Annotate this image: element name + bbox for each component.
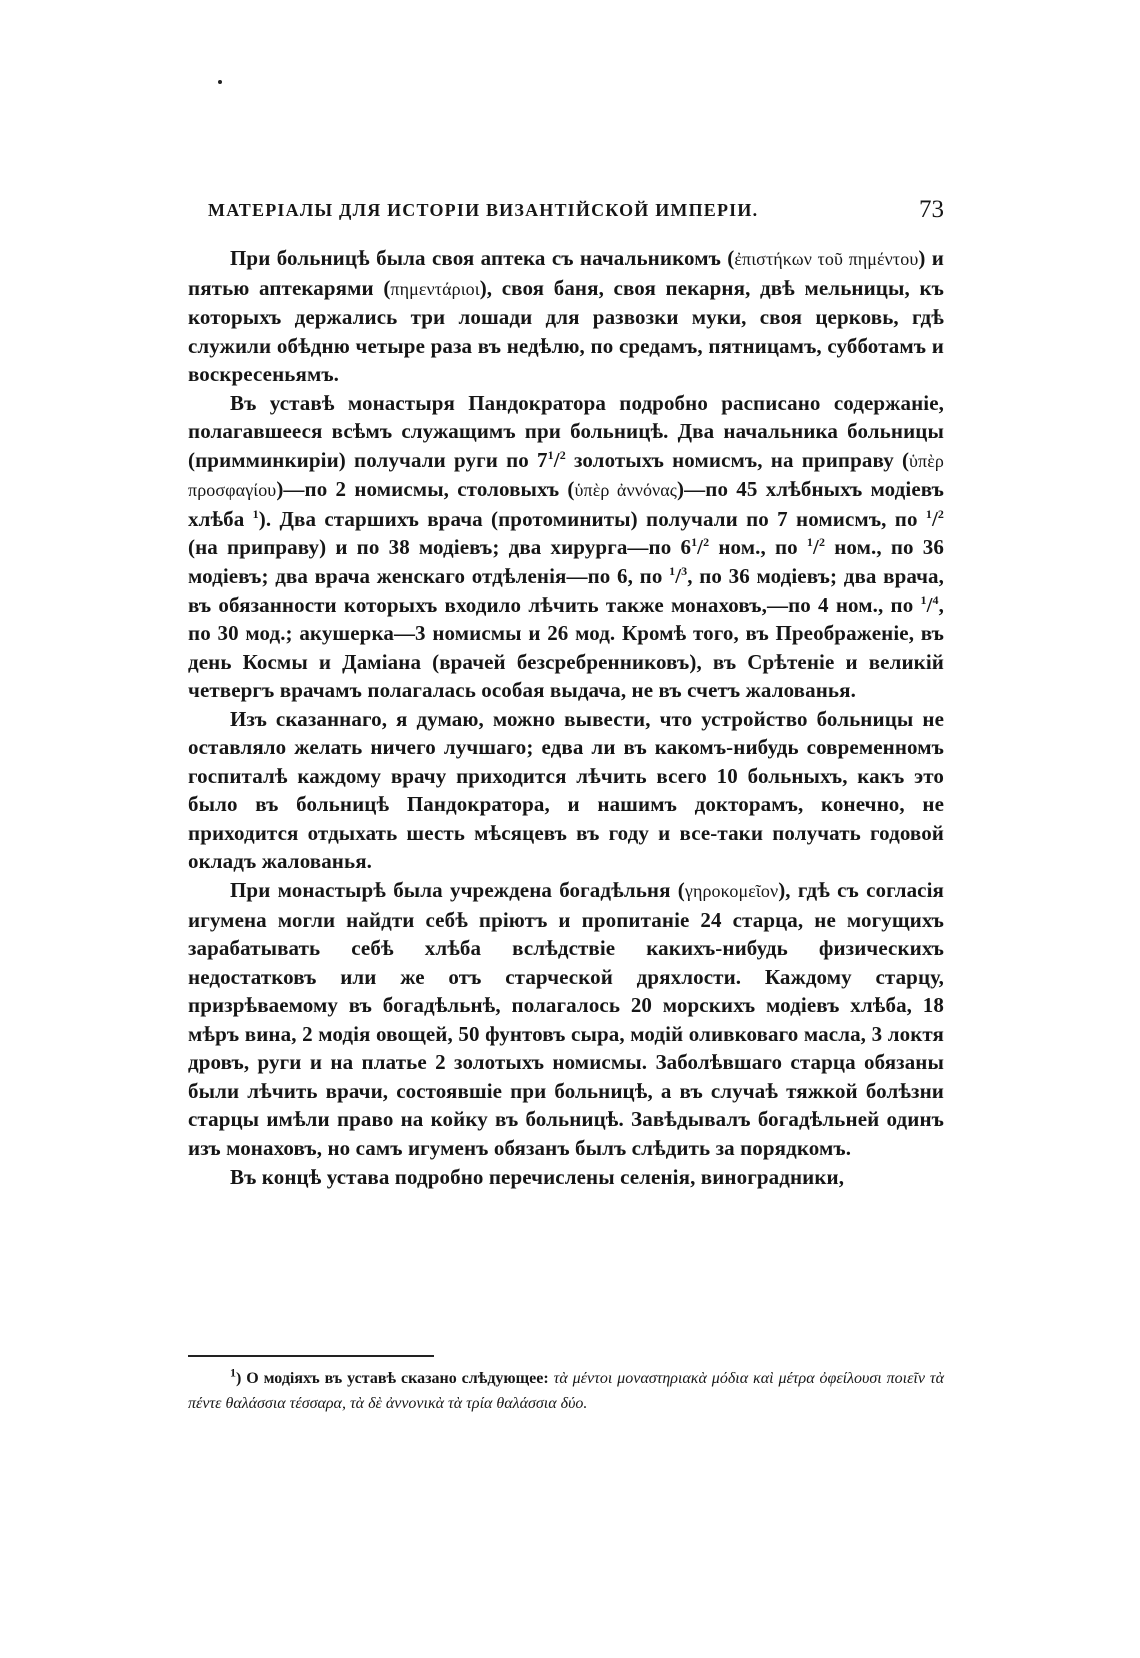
text-run: / [813,535,819,560]
text-run: При монастырѣ была учреждена богадѣльня ( [230,878,685,903]
greek-phrase: ὑπὲρ ἀννόνας [574,480,678,501]
superscript: 1 [691,535,698,550]
text-run: )—по 2 номисмы, столовыхъ ( [276,477,575,502]
text-run: / [553,447,560,472]
superscript: 2 [559,447,566,462]
body-text [188,244,944,1191]
text-run: Въ уставѣ монастыря Пандократора подробно расписано содержаніе, полагавшееся всѣмъ служащимъ при больницѣ. Два начальника больницы (примминкиріи) получали руги по 7 [188,390,944,472]
superscript: 1 [252,506,259,521]
greek-phrase: γηροκομεῖον [684,881,779,902]
superscript: 1 [547,447,554,462]
text-run: , по 36 модіевъ; два врача, въ обязанности которыхъ входило лѣчить также монаховъ,—по 4 ном., по [188,564,944,617]
ink-speck [218,80,222,84]
superscript: 4 [932,592,939,607]
superscript: 1 [230,1365,236,1380]
text-run: ). Два старшихъ врача (протоминиты) получали по 7 номисмъ, по [258,506,926,531]
text-run: (на приправу) и по 38 модіевъ; два хирурга—по 6 [188,535,692,560]
text-run: ), своя баня, своя пекарня, двѣ мельницы, къ которыхъ держались три лошади для развозки муки, своя церковь, гдѣ служили обѣдню четыре раза въ недѣлю, по средамъ, пятницамъ, субботамъ и воскресеньямъ. [188,275,944,387]
text-run: При больницѣ была своя аптека съ начальникомъ ( [230,246,735,270]
text-run: ном., по 36 модіевъ; два врача женскаго отдѣленія—по 6, по [188,535,944,589]
greek-phrase: πημεντάριοι [390,278,480,299]
text-run: / [675,564,682,589]
superscript: 3 [681,564,688,579]
paragraph [188,244,944,389]
text-run: ) О модіяхъ въ уставѣ сказано слѣдующее: [236,1370,554,1387]
text-run: ) и пятью аптекарями ( [188,246,944,300]
text-run: / [697,535,704,560]
superscript: 2 [818,535,826,550]
superscript: 1 [669,564,676,579]
paragraph [188,1163,944,1192]
footnote [188,1366,944,1416]
superscript: 2 [937,506,945,521]
text-run: , по 30 мод.; акушерка—3 номисмы и 26 мод. Кромѣ того, въ Преображеніе, въ день Космы и Даміана (врачей безсребренниковъ), въ Срѣтеніе и великій четвергъ врачамъ полагалась особая выдача, не въ счетъ жалованья. [188,592,944,703]
running-title: МАТЕРІАЛЫ ДЛЯ ИСТОРІИ ВИЗАНТІЙСКОЙ ИМПЕРІИ. [208,200,759,220]
superscript: 1 [925,506,932,521]
paragraph [188,876,944,1162]
greek-phrase: τὰ μέντοι μοναστηριακὰ μόδια καὶ μέτρα ὀφείλουσι ποιεῖν τὰ πέντε θαλάσσια τέσσαρα, τὰ δὲ ἀννονικὰ τὰ τρία θαλάσσια δύο. [188,1370,945,1412]
text-run: золотыхъ номисмъ, на приправу ( [565,447,910,472]
paragraph [188,705,944,876]
text-run: / [931,506,938,531]
greek-phrase: ἐπιστήκων τοῦ πημέντου [734,249,919,269]
text-run: ), гдѣ съ согласія игумена могли найдти себѣ пріютъ и пропитаніе 24 старца, не могущихъ зарабатывать себѣ хлѣба вслѣдствіе какихъ-нибудь физическихъ недостатковъ или же отъ старческой дряхлости. Каждому старцу, призрѣваемому въ богадѣльнѣ, полагалось 20 морскихъ модіевъ хлѣба, 18 мѣръ вина, 2 модія овощей, 50 фунтовъ сыра, модій оливковаго масла, 3 локтя дровъ, руги и на платье 2 золотыхъ номисмы. Заболѣвшаго старца обязаны были лѣчить врачи, состоявшіе при больницѣ, а въ случаѣ тяжкой болѣзни старцы имѣли право на койку въ больницѣ. Завѣдывалъ богадѣльней одинъ изъ монаховъ, но самъ игуменъ обязанъ былъ слѣдить за порядкомъ. [188,878,944,1160]
text-run: Въ концѣ устава подробно перечислены селенія, виноградники, [230,1164,845,1189]
text-run: )—по 45 хлѣбныхъ модіевъ хлѣба [188,477,945,531]
greek-phrase: ὑπὲρ προσφαγίου [188,450,944,501]
superscript: 1 [806,535,814,550]
running-header [188,196,944,232]
footnote-rule [188,1355,434,1357]
superscript: 2 [703,535,710,550]
page-number: 73 [919,196,944,223]
text-run: Изъ сказаннаго, я думаю, можно вывести, что устройство больницы не оставляло желать ничего лучшаго; едва ли въ какомъ-нибудь современномъ госпиталѣ каждому врачу приходится лѣчить всего 10 больныхъ, какъ это было въ больницѣ Пандократора, и нашимъ докторамъ, конечно, не приходится отдыхать шесть мѣсяцевъ въ году и все-таки получать годовой окладъ жалованья. [188,706,944,874]
text-run: / [926,592,933,617]
superscript: 1 [920,592,927,607]
text-run: ном., по [709,535,807,560]
paragraph [188,389,944,705]
